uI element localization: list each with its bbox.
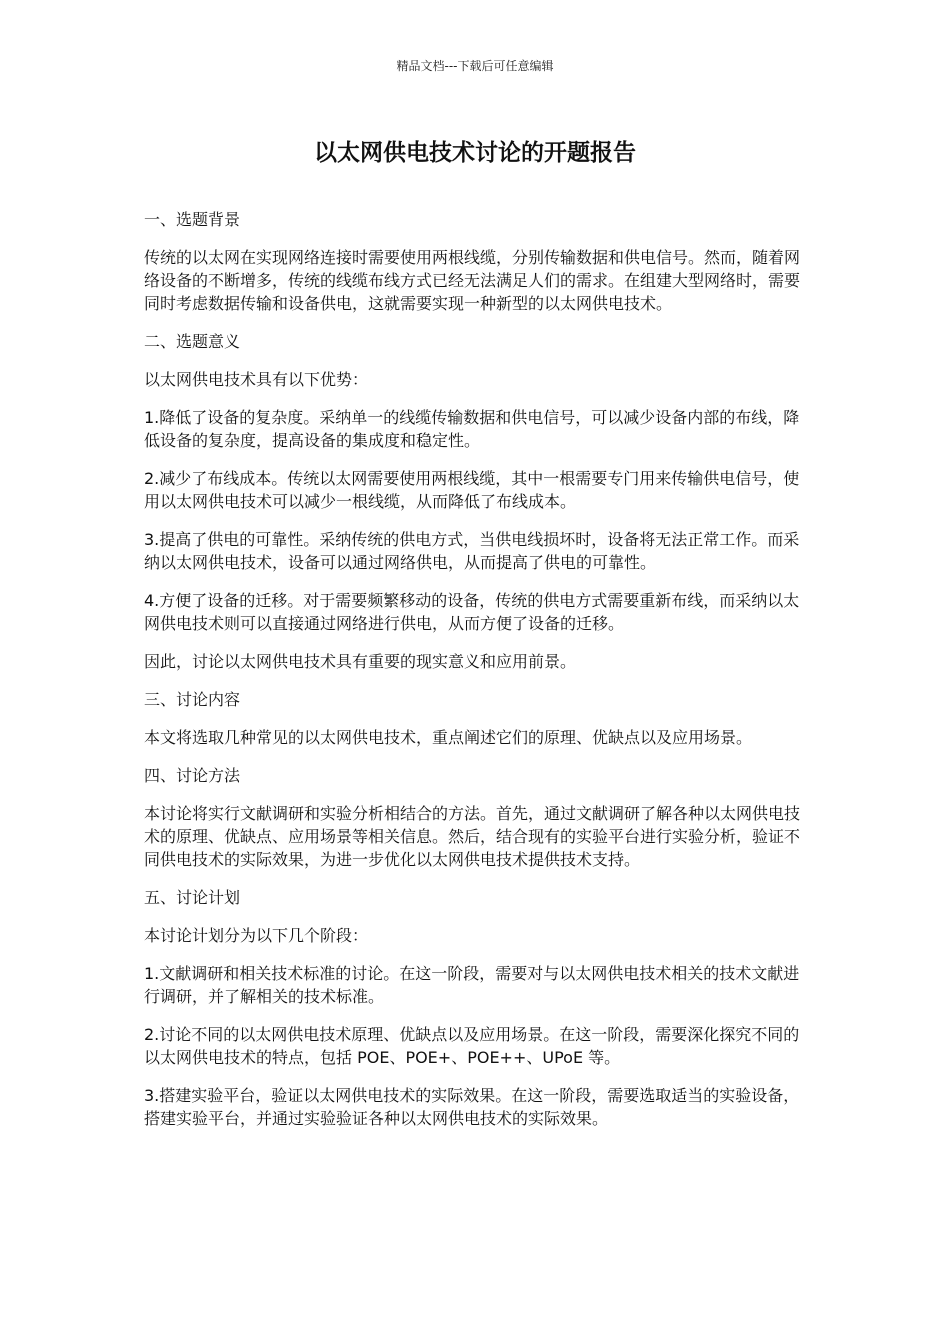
- document-body: [144, 208, 808, 1145]
- section-heading-method: 四、讨论方法: [144, 766, 241, 785]
- document-title: 以太网供电技术讨论的开题报告: [314, 140, 636, 166]
- list-item-advantage-2: 2.减少了布线成本。传统以太网需要使用两根线缆，其中一根需要专门用来传输供电信号，使用以太网供电技术可以减少一根线缆，从而降低了布线成本。: [144, 469, 800, 511]
- paragraph-content: 本文将选取几种常见的以太网供电技术，重点阐述它们的原理、优缺点以及应用场景。: [144, 728, 753, 747]
- section-heading-plan: 五、讨论计划: [144, 888, 241, 907]
- paragraph-plan-intro: 本讨论计划分为以下几个阶段：: [144, 926, 369, 945]
- list-item-advantage-3: 3.提高了供电的可靠性。采纳传统的供电方式，当供电线损坏时，设备将无法正常工作。而采纳以太网供电技术，设备可以通过网络供电，从而提高了供电的可靠性。: [144, 530, 800, 572]
- section-heading-content: 三、讨论内容: [144, 690, 241, 709]
- section-heading-significance: 二、选题意义: [144, 332, 241, 351]
- paragraph-background: 传统的以太网在实现网络连接时需要使用两根线缆，分别传输数据和供电信号。然而，随着网络设备的不断增多，传统的线缆布线方式已经无法满足人们的需求。在组建大型网络时，需要同时考虑数据传输和设备供电，这就需要实现一种新型的以太网供电技术。: [144, 248, 801, 313]
- page-header-watermark: 精品文档---下载后可任意编辑: [396, 59, 554, 73]
- list-item-plan-1: 1.文献调研和相关技术标准的讨论。在这一阶段，需要对与以太网供电技术相关的技术文献进行调研，并了解相关的技术标准。: [144, 964, 800, 1006]
- section-heading-background: 一、选题背景: [144, 210, 241, 229]
- list-item-advantage-4: 4.方便了设备的迁移。对于需要频繁移动的设备，传统的供电方式需要重新布线，而采纳以太网供电技术则可以直接通过网络进行供电，从而方便了设备的迁移。: [144, 591, 800, 633]
- list-item-plan-2: 2.讨论不同的以太网供电技术原理、优缺点以及应用场景。在这一阶段，需要深化探究不同的以太网供电技术的特点，包括 POE、POE+、POE++、UPoE 等。: [144, 1025, 800, 1067]
- paragraph-significance-conclusion: 因此，讨论以太网供电技术具有重要的现实意义和应用前景。: [144, 652, 577, 671]
- list-item-plan-3: 3.搭建实验平台，验证以太网供电技术的实际效果。在这一阶段，需要选取适当的实验设备，搭建实验平台，并通过实验验证各种以太网供电技术的实际效果。: [144, 1086, 800, 1128]
- paragraph-method: 本讨论将实行文献调研和实验分析相结合的方法。首先，通过文献调研了解各种以太网供电技术的原理、优缺点、应用场景等相关信息。然后，结合现有的实验平台进行实验分析，验证不同供电技术的实际效果，为进一步优化以太网供电技术提供技术支持。: [144, 804, 801, 869]
- paragraph-advantages-intro: 以太网供电技术具有以下优势：: [144, 370, 369, 389]
- list-item-advantage-1: 1.降低了设备的复杂度。采纳单一的线缆传输数据和供电信号，可以减少设备内部的布线，降低设备的复杂度，提高设备的集成度和稳定性。: [144, 408, 800, 450]
